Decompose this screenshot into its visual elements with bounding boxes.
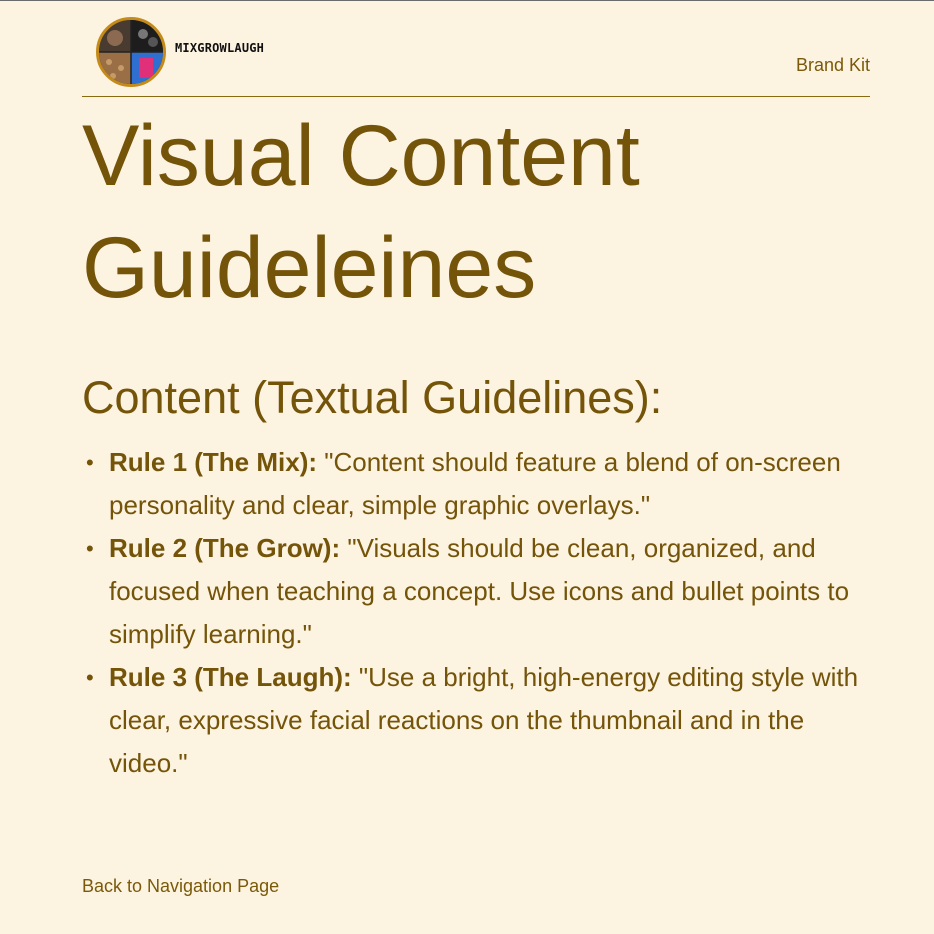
rule-item-2 bbox=[86, 527, 869, 656]
page-title: Visual Content Guideleines bbox=[82, 108, 640, 316]
brand-kit-link[interactable]: Brand Kit bbox=[795, 55, 870, 75]
rule-item-3 bbox=[86, 656, 869, 785]
rules-list bbox=[82, 441, 869, 785]
rule-label: Rule 2 (The Grow): bbox=[109, 533, 341, 563]
rule-text: "Content should feature a blend of on-screen personality and clear, simple graphic overlays." bbox=[109, 447, 841, 520]
bullet-icon: • bbox=[86, 536, 94, 561]
bullet-icon: • bbox=[86, 665, 94, 690]
rule-item-1 bbox=[86, 441, 869, 527]
logo-collage-image bbox=[96, 17, 166, 87]
rule-label: Rule 3 (The Laugh): bbox=[109, 662, 352, 692]
rule-text: "Use a bright, high-energy editing style with clear, expressive facial reactions on the thumbnail and in the video." bbox=[109, 662, 859, 778]
site-header bbox=[82, 14, 870, 97]
logo-wordmark: MIXGROWLAUGH bbox=[175, 41, 265, 55]
section-title: Content (Textual Guidelines): bbox=[82, 372, 663, 423]
bullet-icon: • bbox=[86, 450, 94, 475]
top-border bbox=[0, 0, 934, 1]
brand-logo[interactable] bbox=[96, 17, 264, 87]
rule-text: "Visuals should be clean, organized, and focused when teaching a concept. Use icons and bullet points to simplify learning." bbox=[109, 533, 850, 649]
rule-label: Rule 1 (The Mix): bbox=[109, 447, 318, 477]
back-to-navigation-link[interactable]: Back to Navigation Page bbox=[82, 876, 280, 896]
